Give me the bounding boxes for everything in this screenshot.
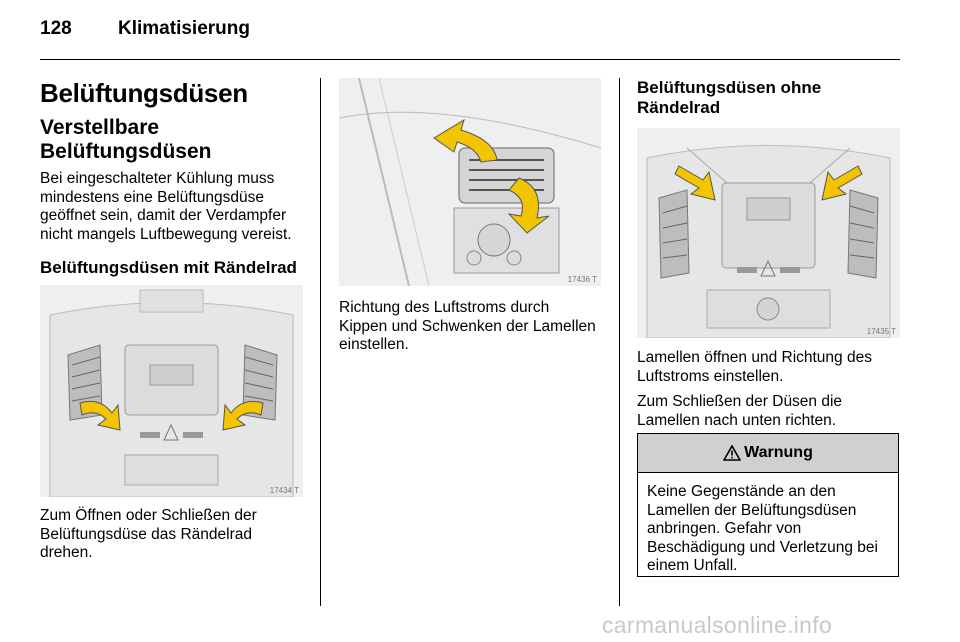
left-column [40, 78, 302, 278]
section-title: Belüftungsdüsen [40, 78, 248, 108]
section-heading-knurled: Belüftungsdüsen mit Rändelrad [40, 258, 297, 277]
column-divider-2 [619, 78, 620, 606]
figure-vents-no-knurled [637, 128, 900, 338]
figure-vent-direction [339, 78, 601, 286]
vent-right [848, 190, 878, 278]
right-caption-block [637, 349, 902, 430]
dashboard-illustration-2 [637, 128, 900, 338]
vent-closeup-illustration [339, 78, 601, 286]
dashboard-illustration [40, 285, 303, 497]
subsection-title: Verstellbare Belüftungsdüsen [40, 116, 212, 163]
figure-number: 17435 T [866, 327, 896, 336]
figure-vents-knurled [40, 285, 303, 497]
right-heading-block [637, 78, 899, 118]
vent-left [659, 190, 689, 278]
intro-text: Bei eingeschalteter Kühlung muss mindestens eine Belüftungsdüse geöffnet sein, damit der Verdampfer nicht mangels Luftbewegung vereist. [40, 170, 292, 243]
chapter-title: Klimatisierung [118, 18, 250, 39]
middle-caption-block [339, 299, 601, 355]
warning-box [637, 433, 899, 577]
column-divider-1 [320, 78, 321, 606]
watermark: carmanualsonline.info [602, 612, 833, 638]
caption-open-lamellae: Lamellen öffnen und Richtung des Luftstroms einstellen. [637, 349, 872, 385]
figure-number: 17434 T [269, 486, 299, 495]
warning-title: Warnung [744, 444, 813, 461]
caption-close-lamellae: Zum Schließen der Düsen die Lamellen nach unten richten. [637, 393, 843, 429]
warning-triangle-icon [723, 445, 741, 461]
page-number: 128 [40, 18, 72, 39]
figure-number: 17436 T [567, 275, 597, 284]
caption-direction: Richtung des Luftstroms durch Kippen und Schwenken der Lamellen einstellen. [339, 299, 596, 353]
warning-text: Keine Gegenstände an den Lamellen der Belüftungsdüsen anbringen. Gefahr von Beschädigung und Verletzung bei einem Unfall. [647, 483, 878, 574]
section-heading-no-knurled: Belüftungsdüsen ohne Rändelrad [637, 78, 822, 117]
caption-knurled: Zum Öffnen oder Schließen der Belüftungsdüse das Rändelrad drehen. [40, 507, 257, 561]
left-caption-block [40, 507, 302, 563]
warning-header [638, 434, 898, 473]
header-rule [40, 59, 900, 60]
